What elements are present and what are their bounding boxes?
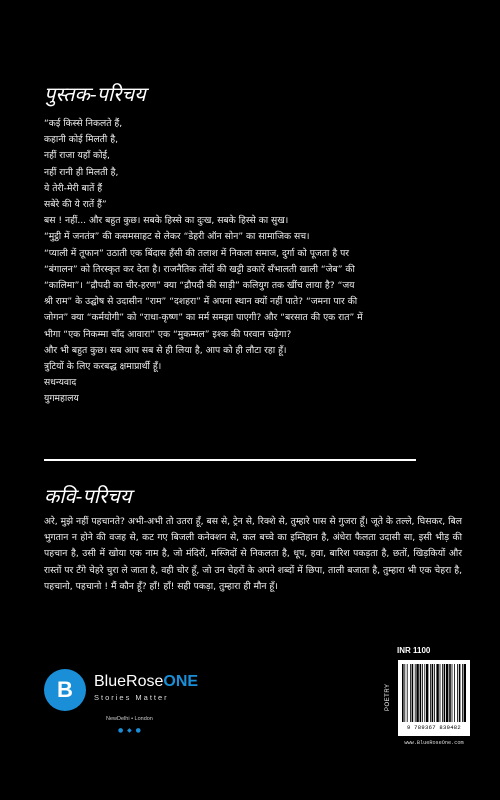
publisher-logo-icon: B [44,669,86,711]
publisher-tagline: Stories Matter [94,693,169,702]
book-intro-line: नहीं राजा यहाँ कोई, [44,150,110,162]
publisher-website: www.BlueRoseOne.com [404,740,464,746]
barcode-bar [454,664,455,722]
book-intro-line: “बंगालन” को तिरस्कृत कर देता है। राजनैतिक तोंदों की खट्टी डकारें सँभालती खाली “जेब” की [44,263,355,275]
book-intro-body [44,116,464,408]
barcode-bar [424,664,425,722]
publisher-name-main: BlueRose [94,673,164,690]
book-intro-line: “कालिमा”। “द्रौपदी का चीर-हरण” क्या “द्रौपदी की साड़ी” कलियुग तक खींच लाया है? “जय [44,280,355,292]
barcode-bar [459,664,461,722]
book-intro-line: नहीं रानी ही मिलती है, [44,166,119,178]
book-intro-line: कहानी कोई मिलती है, [44,134,119,146]
book-intro-line: सधन्यवाद [44,377,77,389]
barcode-bar [457,664,458,722]
publisher-name-accent: ONE [163,673,199,690]
barcode-bar [402,664,404,722]
barcode-bar [420,664,422,722]
book-intro-line: भीगा “एक निकम्मा चाँद आवारा” एक “मुकम्मल” इश्क की परवान चढ़ेगा? [44,328,292,340]
book-intro-line: युगमहालय [44,393,79,405]
barcode-bar [430,664,431,722]
barcode-bar [462,664,463,722]
isbn-barcode [398,660,470,736]
barcode-bar [446,664,448,722]
barcode-bar [407,664,408,722]
barcode-bar [410,664,411,722]
book-intro-title: पुस्तक-परिचय [44,82,146,106]
barcode-bar [440,664,441,722]
book-intro-line: त्रुटियों के लिए करबद्ध क्षमाप्रार्थी हूँ। [44,361,162,373]
poet-intro-body: अरे, मुझे नहीं पहचानते? अभी-अभी तो उतरा हूँ, बस से, ट्रेन से, रिक्शे से, तुम्हारे पास से गुजरा हूँ। जूते के तल्ले, घिसकर, बिल भुगतान न होने की वजह से, कट गए बिजली कनेक्शन से, कल बच्चे का इम्तिहान है, अंधेरा फैलता उदासी सा, इसी भीड़ की पहचान है, उसी में खोया एक नाम है, जो मंदिरों, मस्जिदों से निकलता है, धूप, हवा, बारिश पकड़ता है, छतों, खिड़कियों और रास्तों पर टँगे चेहरे चुरा ले जाता है, वही चोर हूँ, जो उन चेहरों के अपने शब्दों में छिपा, ताली बजाता है, तुम्हारा भी एक चेहरा है, पहचानो, पहचानो ! मैं कौन हूँ? हाँ! हाँ! सही पकड़ा, तुम्हारा ही मौन हूँ। [44,516,462,592]
poet-intro-title: कवि-परिचय [44,484,132,508]
book-intro-line: सबेरे की ये रातें हैं” [44,199,107,211]
book-intro-line: “प्याली में तूफान” उठाती एक बिंदास हँसी की तलाश में निकला समाज, दुर्गा को पूजता है पर [44,247,350,259]
barcode-bar [412,664,414,722]
book-intro-line: ये तेरी-मेरी बातें हैं [44,182,103,194]
barcode-bar [434,664,435,722]
section-divider [44,459,416,461]
price-label: INR 1100 [397,646,431,655]
barcode-bar [464,664,466,722]
book-intro-line: जोगन” क्या “कर्मयोगी” को “राधा-कृष्ण” का मर्म समझा पाएगी? और “बरसात की एक रात” में [44,312,363,324]
category-label: POETRY [385,683,391,711]
book-intro-line: और भी बहुत कुछ। सब आप सब से ही लिया है, आप को ही लौटा रहा हूँ। [44,344,287,356]
barcode-bar [404,664,405,722]
barcode-bar [426,664,428,722]
barcode-bar [442,664,443,722]
book-intro-line: बस ! नहीं... और बहुत कुछ। सबके हिस्से का दुःख, सबके हिस्से का सुख। [44,215,289,227]
book-intro-line: “कई किस्से निकलते हैं, [44,118,123,129]
barcode-bars [402,664,466,722]
barcode-bar [436,664,438,722]
book-intro-line: “मुट्ठी में जनतंत्र” की कसमसाहट से लेकर “डेहरी ऑन सोन” का सामाजिक सच। [44,231,310,243]
publisher-cities: NewDelhi • London [106,716,153,722]
publisher-name [94,673,198,691]
book-intro-line: श्री राम” के उद्घोष से उदासीन “राम” “दशहरा” में अपना स्थान क्यों नहीं पाते? “जमना पार की [44,296,358,308]
publisher-logo [44,667,214,747]
barcode-bar [452,664,453,722]
barcode-bar [415,664,416,722]
barcode-bar [416,664,418,722]
barcode-bar [449,664,451,722]
isbn-number: 9 789367 830482 [406,724,461,731]
barcode-bar [422,664,423,722]
barcode-bar [444,664,446,722]
social-icons: ● ◆ ● [118,727,142,734]
barcode-bar [432,664,434,722]
